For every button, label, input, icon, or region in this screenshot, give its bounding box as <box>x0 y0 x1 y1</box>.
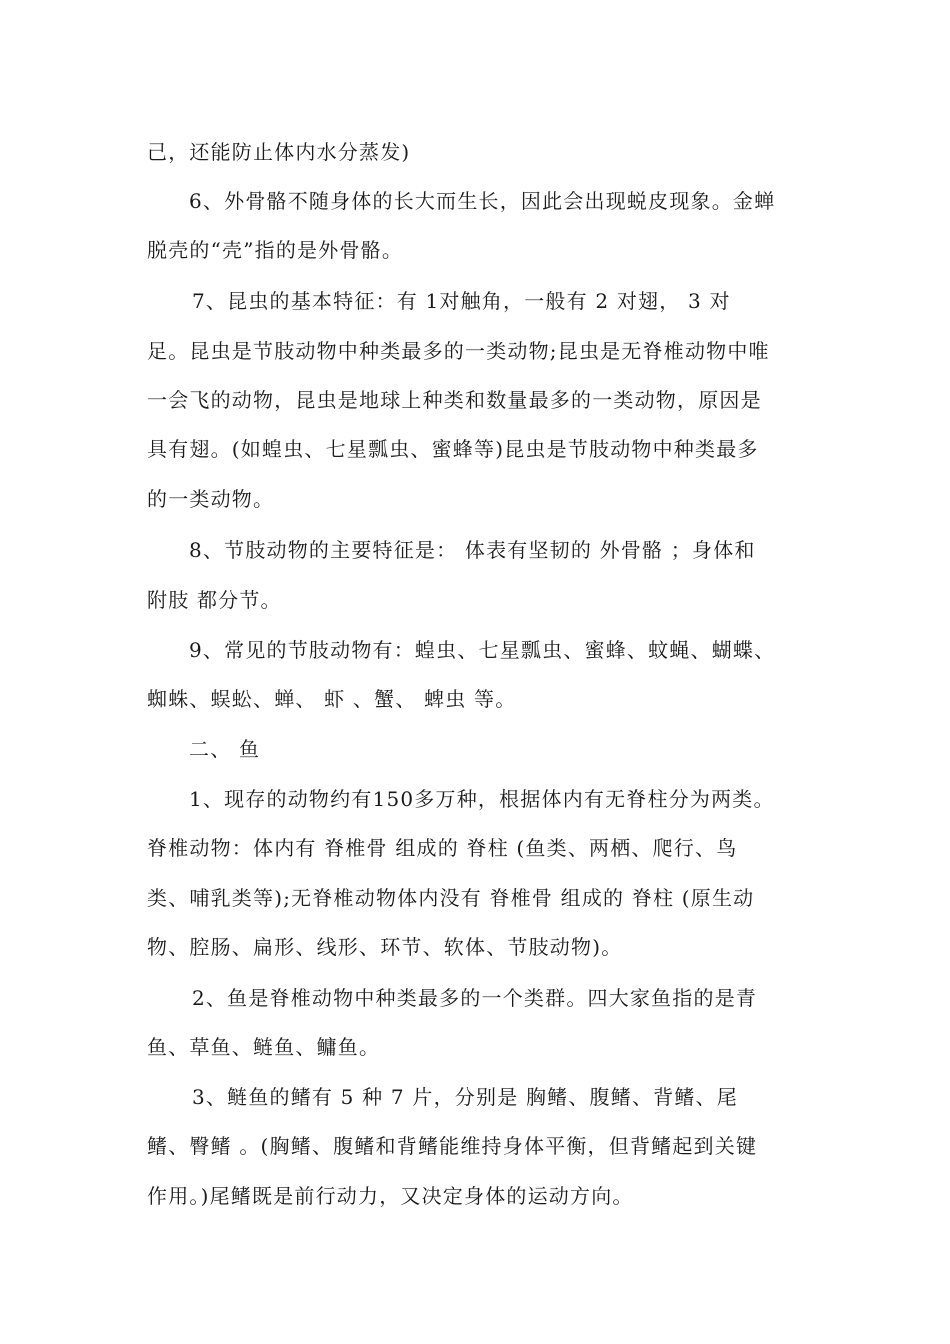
text-line: 鱼、草鱼、鲢鱼、鳙鱼。 <box>147 1035 381 1059</box>
text-line: 一会飞的动物，昆虫是地球上种类和数量最多的一类动物，原因是 <box>147 388 762 412</box>
text-line: 附肢 都分节。 <box>147 588 282 612</box>
text-line: 具有翅。(如蝗虫、七星瓢虫、蜜蜂等)昆虫是节肢动物中种类最多 <box>147 437 759 461</box>
section-heading: 二、 鱼 <box>189 737 261 761</box>
text-line: 物、腔肠、扁形、线形、环节、软体、节肢动物)。 <box>147 935 623 959</box>
text-line: 蜘蛛、蜈蚣、蝉、 虾 、蟹、 蜱虫 等。 <box>147 687 517 711</box>
text-line: 9、常见的节肢动物有：蝗虫、七星瓢虫、蜜蜂、蚊蝇、蝴蝶、 <box>189 638 776 662</box>
text-line: 足。昆虫是节肢动物中种类最多的一类动物;昆虫是无脊椎动物中唯 <box>147 339 770 363</box>
text-line: 脊椎动物：体内有 脊椎骨 组成的 脊柱 (鱼类、两栖、爬行、鸟 <box>147 836 738 860</box>
text-line: 8、节肢动物的主要特征是： 体表有坚韧的 外骨骼 ；身体和 <box>189 538 756 562</box>
text-line: 7、昆虫的基本特征：有 1对触角，一般有 2 对翅， 3 对 <box>192 289 731 313</box>
text-line: 鳍、臀鳍 。(胸鳍、腹鳍和背鳍能维持身体平衡，但背鳍起到关键 <box>147 1134 758 1158</box>
text-line: 3、鲢鱼的鳍有 5 种 7 片，分别是 胸鳍、腹鳍、背鳍、尾 <box>192 1085 738 1109</box>
text-line: 脱壳的“壳”指的是外骨骼。 <box>147 238 404 262</box>
text-line: 的一类动物。 <box>147 487 275 511</box>
text-line: 作用。)尾鳍既是前行动力，又决定身体的运动方向。 <box>147 1184 634 1208</box>
text-line: 6、外骨骼不随身体的长大而生长，因此会出现蜕皮现象。金蝉 <box>189 189 776 213</box>
text-line: 2、鱼是脊椎动物中种类最多的一个类群。四大家鱼指的是青 <box>192 986 758 1010</box>
text-line: 类、哺乳类等);无脊椎动物体内没有 脊椎骨 组成的 脊柱 (原生动 <box>147 886 755 910</box>
text-line: 己，还能防止体内水分蒸发) <box>147 140 411 164</box>
text-line: 1、现存的动物约有150多万种，根据体内有无脊柱分为两类。 <box>189 787 775 811</box>
